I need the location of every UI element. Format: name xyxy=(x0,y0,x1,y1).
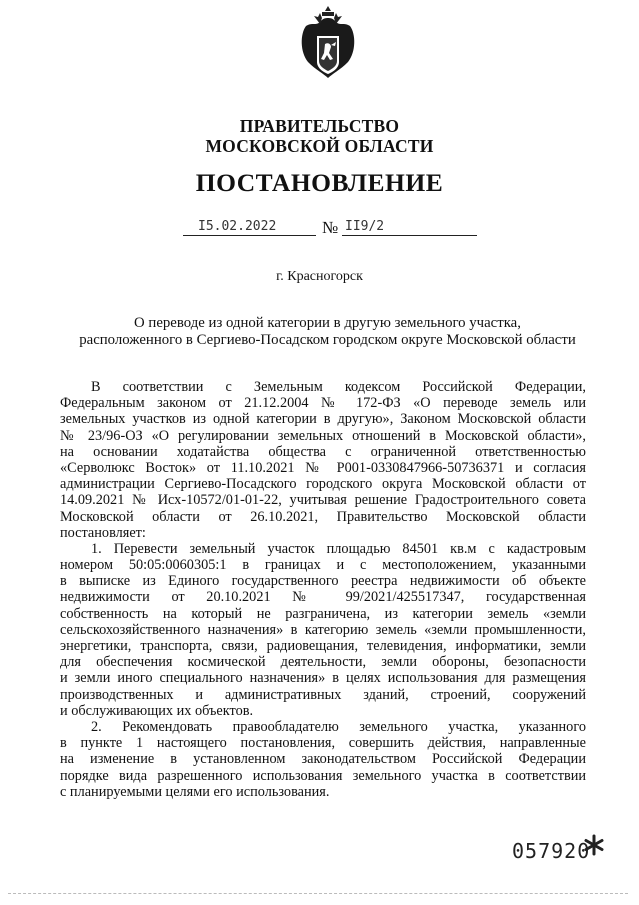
body-line: на изменение в установленном законодательством Российской Федерации xyxy=(60,751,586,768)
body-line: сельскохозяйственного назначения» в категорию земель «земли промышленности, xyxy=(60,621,586,638)
body-line: «Серволюкс Восток» от 11.10.2021 № Р001-0330847966-50736371 и согласия xyxy=(60,459,586,476)
body-line: для обеспечения космической деятельности, земли обороны, безопасности xyxy=(60,654,586,671)
organization-name-line2: МОСКОВСКОЙ ОБЛАСТИ xyxy=(205,136,434,156)
body-line: собственность на который не разграничена, из категории земель «земли xyxy=(60,605,586,622)
date-underline xyxy=(183,235,316,236)
issue-city: г. Красногорск xyxy=(276,269,363,284)
document-type-title: ПОСТАНОВЛЕНИЕ xyxy=(195,168,444,197)
coat-of-arms-icon xyxy=(298,4,358,84)
body-line: В соответствии с Земельным кодексом Российской Федерации, xyxy=(91,379,586,395)
number-underline xyxy=(342,235,477,236)
document-body xyxy=(60,379,586,800)
serial-number: 057920 xyxy=(512,839,591,863)
body-line: с планируемыми целями его использования. xyxy=(60,783,330,800)
organization-name-line1: ПРАВИТЕЛЬСТВО xyxy=(239,116,400,136)
document-subject xyxy=(40,315,615,349)
body-line: в пункте 1 настоящего постановления, совершить действия, направленные xyxy=(60,735,586,752)
subject-line: расположенного в Сергиево-Посадском городском округе Московской области xyxy=(79,332,576,348)
body-line: на основании ходатайства общества с ограниченной ответственностью xyxy=(60,443,586,460)
body-line: и земли иного специального назначения» в целях использования для размещения xyxy=(60,670,586,687)
body-line: постановляет: xyxy=(60,524,146,541)
number-sign: № xyxy=(322,218,339,237)
body-line: № 23/96-ОЗ «О регулировании земельных отношений в Московской области», xyxy=(60,427,586,444)
body-line: земельных участков из одной категории в другую», Законом Московской области xyxy=(60,411,586,428)
body-line: номером 50:05:0060305:1 в границах и с местоположением, указанными xyxy=(60,557,586,574)
body-line: энергетики, транспорта, связи, радиовещания, телевидения, информатики, земли xyxy=(60,638,586,654)
body-line: 14.09.2021 № Исх-10572/01-01-22, учитывая решение Градостроительного совета xyxy=(60,492,586,509)
document-date: I5.02.2022 xyxy=(198,219,277,234)
body-line: недвижимости от 20.10.2021 № 99/2021/425517347, государственная xyxy=(60,589,586,606)
body-line: Московской области от 26.10.2021, Правительство Московской области xyxy=(60,508,586,525)
body-line: 1. Перевести земельный участок площадью 84501 кв.м с кадастровым xyxy=(91,540,586,557)
body-line: порядке вида разрешенного использования земельного участка в соответствии xyxy=(60,767,586,784)
body-line: производственных и административных зданий, строений, сооружений xyxy=(60,686,586,703)
body-line: администрации Сергиево-Посадского городского округа Московской области от xyxy=(60,476,586,493)
subject-line: О переводе из одной категории в другую земельного участка, xyxy=(134,315,521,331)
document-number: II9/2 xyxy=(345,219,385,234)
asterisk-icon xyxy=(583,834,605,856)
body-line: 2. Рекомендовать правообладателю земельного участка, указанного xyxy=(91,718,586,735)
body-line: Федеральным законом от 21.12.2004 № 172-ФЗ «О переводе земель или xyxy=(60,395,586,412)
scan-edge-line xyxy=(8,893,628,894)
body-line: и обслуживающих их объектов. xyxy=(60,702,254,719)
body-line: в выписке из Единого государственного реестра недвижимости об объекте xyxy=(60,573,586,590)
